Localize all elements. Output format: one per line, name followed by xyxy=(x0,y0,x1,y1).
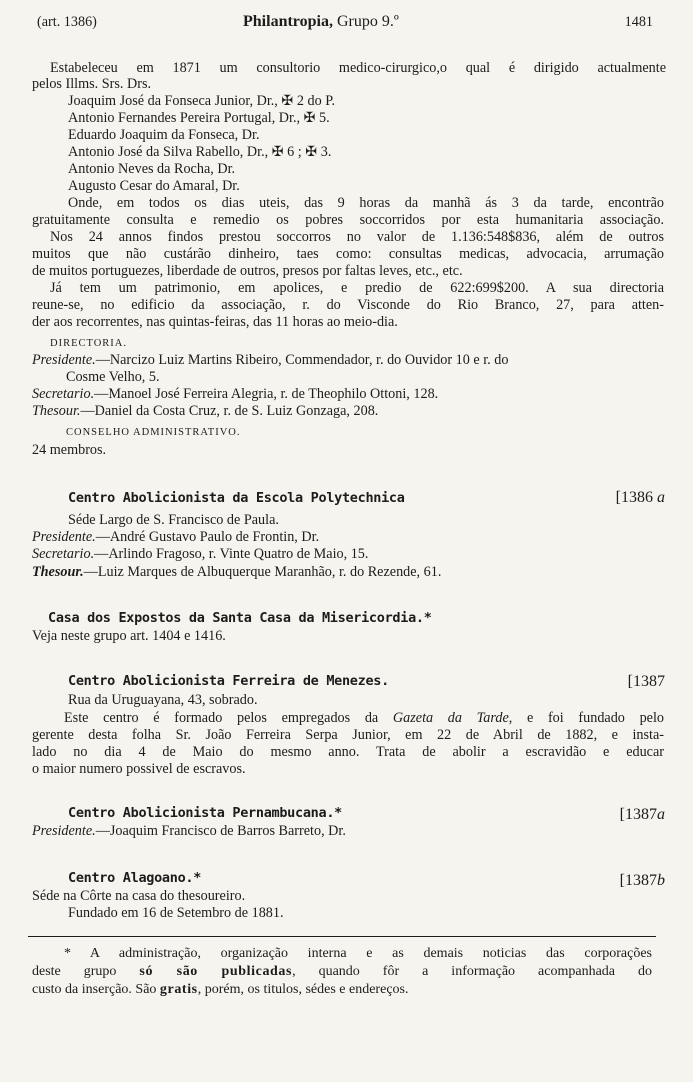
fundado-line: Fundado em 16 de Setembro de 1881. xyxy=(68,905,284,921)
role-text: —André Gustavo Paulo de Frontin, Dr. xyxy=(95,529,320,545)
doctor-list-item: Joaquim José da Fonseca Junior, Dr., ✠ 2 do P. xyxy=(68,93,336,109)
emphasis-text: só são publicadas xyxy=(139,964,293,979)
text-span: deste grupo xyxy=(32,964,140,979)
presidente-line xyxy=(32,529,319,546)
thesour-line xyxy=(32,564,441,581)
text-span: , porém, os titulos, sédes e endereços. xyxy=(197,982,409,997)
header-title-bold: Philantropia, xyxy=(243,13,333,30)
doctor-list-item: Antonio Fernandes Pereira Portugal, Dr., ✠ 5. xyxy=(68,110,330,126)
header-title xyxy=(243,13,399,30)
entry-title: Centro Abolicionista da Escola Polytechnica xyxy=(68,490,405,506)
text-line: gratuitamente consulta e remedio os pobres soccorridos por esta humanitaria associação. xyxy=(32,212,664,228)
presidente-cont: Cosme Velho, 5. xyxy=(66,369,160,385)
role-label: Presidente. xyxy=(32,529,96,545)
footnote-line: * A administração, organização interna e as demais noticias das corporações xyxy=(64,946,652,961)
role-label: Secretario. xyxy=(32,386,95,402)
footnote-divider xyxy=(28,936,656,937)
role-text: —Joaquim Francisco de Barros Barreto, Dr. xyxy=(95,823,346,839)
directoria-label: DIRECTORIA. xyxy=(50,338,128,349)
role-text: —Manoel José Ferreira Alegria, r. de Theophilo Ottoni, 128. xyxy=(94,386,439,402)
entry-title: Casa dos Expostos da Santa Casa da Misericordia.* xyxy=(48,610,432,626)
entry-ref xyxy=(616,489,665,506)
entry-ref xyxy=(620,872,665,889)
text-line: Veja neste grupo art. 1404 e 1416. xyxy=(32,628,226,644)
conselho-label: CONSELHO ADMINISTRATIVO. xyxy=(66,427,241,438)
sede-line: Séde Largo de S. Francisco de Paula. xyxy=(68,512,279,528)
entry-ref-suffix: a xyxy=(657,806,665,823)
text-line: Já tem um patrimonio, em apolices, e predio de 622:699$200. A sua directoria xyxy=(50,280,664,296)
text-line: Nos 24 annos findos prestou soccorros no valor de 1.136:548$836, além de outros xyxy=(50,229,664,245)
secretario-line xyxy=(32,546,368,563)
address-line: Rua da Uruguayana, 43, sobrado. xyxy=(68,692,258,708)
text-span: , e foi fundado pelo xyxy=(508,710,665,726)
role-label: Presidente. xyxy=(32,823,96,839)
entry-ref-num: [1387 xyxy=(619,872,657,889)
entry-ref-suffix: a xyxy=(657,489,665,506)
role-text: —Narcizo Luiz Martins Ribeiro, Commendador, r. do Ouvidor 10 e r. do xyxy=(95,352,509,368)
entry-ref: [1387 xyxy=(627,673,665,690)
text-line: Onde, em todos os dias uteis, das 9 horas da manhã ás 3 da tarde, encontrão xyxy=(68,195,664,211)
text-span: Este centro é formado pelos empregados da xyxy=(64,710,393,726)
role-text: —Arlindo Fragoso, r. Vinte Quatro de Maio, 15. xyxy=(94,546,369,562)
text-line: Estabeleceu em 1871 um consultorio medico-cirurgico,o qual é dirigido actualmente xyxy=(50,60,666,76)
page-number: 1481 xyxy=(624,14,653,30)
doctor-list-item: Eduardo Joaquim da Fonseca, Dr. xyxy=(68,127,260,143)
doctor-list-item: Antonio Neves da Rocha, Dr. xyxy=(68,161,236,177)
text-line: lado no dia 4 de Maio do mesmo anno. Trata de abolir a escravidão e educar xyxy=(32,744,664,760)
entry-ref xyxy=(620,806,665,823)
text-line: pelos Illms. Srs. Drs. xyxy=(32,76,152,92)
entry-title: Centro Abolicionista Ferreira de Menezes. xyxy=(68,673,389,689)
entry-title: Centro Abolicionista Pernambucana.* xyxy=(68,805,342,821)
entry-ref-num: [1387 xyxy=(619,806,657,823)
sede-line: Séde na Côrte na casa do thesoureiro. xyxy=(32,888,246,904)
text-line xyxy=(64,710,664,727)
secretario-line xyxy=(32,386,438,403)
entry-ref-num: [1386 xyxy=(615,489,653,506)
role-label: Thesour. xyxy=(32,403,81,419)
role-label: Presidente. xyxy=(32,352,96,368)
role-text: —Luiz Marques de Albuquerque Maranhão, r. do Rezende, 61. xyxy=(83,564,442,580)
newspaper-name: Gazeta da Tarde xyxy=(392,710,509,726)
entry-title: Centro Alagoano.* xyxy=(68,870,202,886)
presidente-line xyxy=(32,352,508,369)
footnote-line xyxy=(32,981,408,998)
text-span: custo da inserção. São xyxy=(32,982,160,997)
text-span: , quando fôr a informação acompanhada do xyxy=(292,964,652,979)
doctor-list-item: Augusto Cesar do Amaral, Dr. xyxy=(68,178,240,194)
role-text: —Daniel da Costa Cruz, r. de S. Luiz Gonzaga, 208. xyxy=(80,403,379,419)
emphasis-text: gratis xyxy=(159,982,198,997)
thesour-line xyxy=(32,403,378,420)
footnote-line xyxy=(32,963,652,980)
entry-ref-suffix: b xyxy=(657,872,665,889)
text-line: reune-se, no edificio da associação, r. do Visconde do Rio Branco, 27, para atten- xyxy=(32,297,664,313)
header-title-rest: Grupo 9.º xyxy=(332,13,399,30)
presidente-line xyxy=(32,823,346,840)
text-line: der aos recorrentes, nas quintas-feiras, das 11 horas ao meio-dia. xyxy=(32,314,398,330)
text-line: muitos que não custárão dinheiro, taes como: consultas medicas, advocacia, arrumação xyxy=(32,246,664,262)
text-line: o maior numero possivel de escravos. xyxy=(32,761,246,777)
text-line: de muitos portuguezes, liberdade de outros, presos por faltas leves, etc., etc. xyxy=(32,263,463,279)
role-label: Secretario. xyxy=(32,546,95,562)
text-line: gerente desta folha Sr. João Ferreira Serpa Junior, em 22 de Abril de 1882, e insta- xyxy=(32,727,664,743)
header-article-ref: (art. 1386) xyxy=(37,14,97,30)
membros-line: 24 membros. xyxy=(32,442,107,458)
role-label: Thesour. xyxy=(32,564,84,580)
doctor-list-item: Antonio José da Silva Rabello, Dr., ✠ 6 ; ✠ 3. xyxy=(68,144,332,160)
